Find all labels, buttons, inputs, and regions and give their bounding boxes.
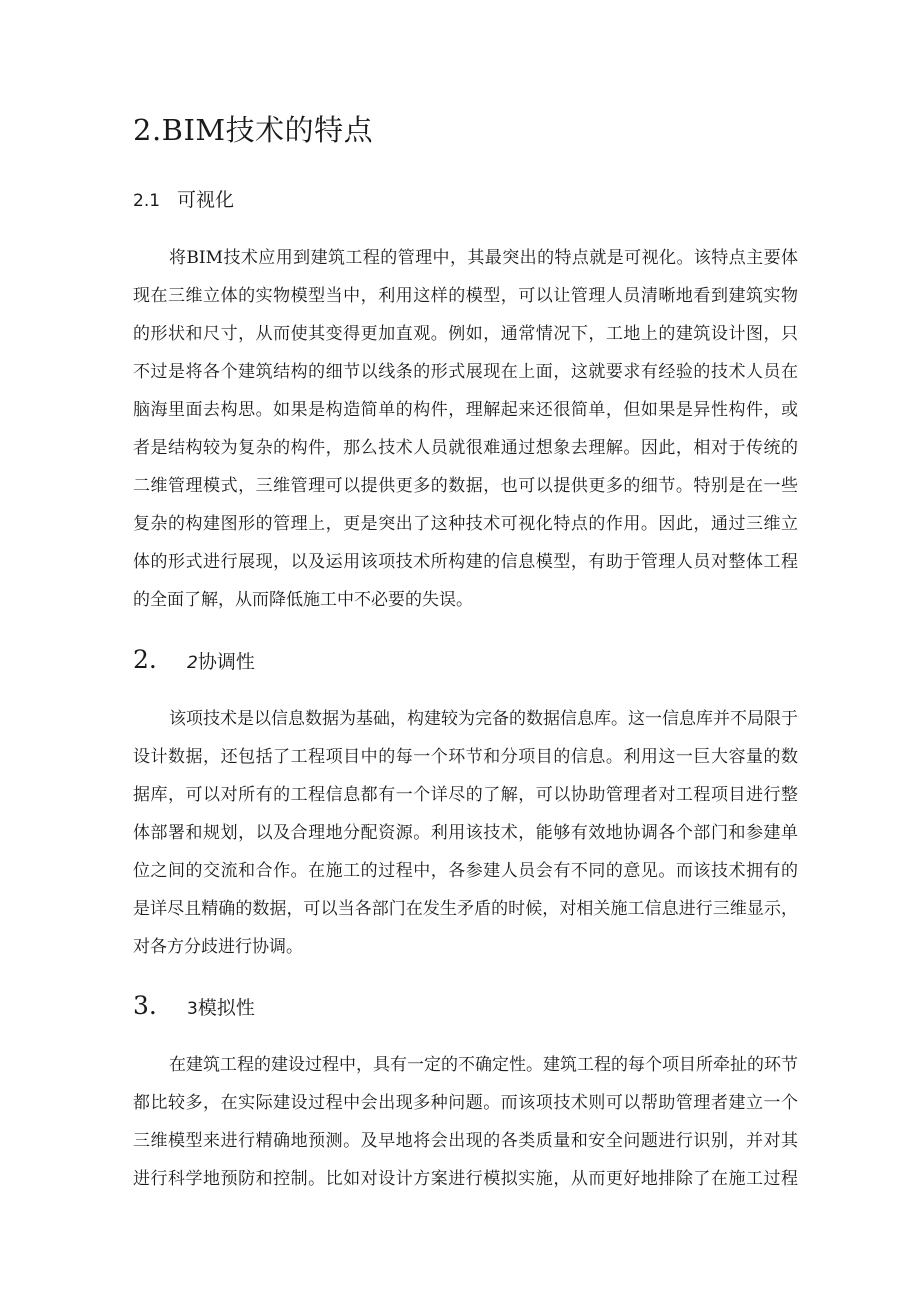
paragraph-line: 位之间的交流和合作。在施工的过程中，各参建人员会有不同的意见。而该技术拥有的 [133,861,798,881]
section-number: 2. [133,645,157,674]
section-heading-text: 模拟性 [197,997,255,1019]
section-heading-simulation [133,991,255,1020]
paragraph-line: 二维管理模式，三维管理可以提供更多的数据，也可以提供更多的细节。特别是在一些 [133,476,798,496]
section-heading-visualization [133,185,234,212]
paragraph-line: 在建筑工程的建设过程中，具有一定的不确定性。建筑工程的每个项目所牵扯的环节 [169,1055,798,1075]
section-number: 2.1 [133,191,161,211]
section-number: 3. [133,991,157,1020]
page-title: 2.BIM技术的特点 [133,113,374,147]
paragraph-coordination [133,700,798,966]
paragraph-line: 都比较多，在实际建设过程中会出现多种问题。而该项技术则可以帮助管理者建立一个 [133,1093,798,1113]
paragraph-line: 三维模型来进行精确地预测。及早地将会出现的各类质量和安全问题进行识别，并对其 [133,1131,798,1151]
section-heading-coordination [133,645,255,674]
paragraph-line: 进行科学地预防和控制。比如对设计方案进行模拟实施，从而更好地排除了在施工过程 [133,1169,798,1189]
paragraph-line: 的全面了解，从而降低施工中不必要的失误。 [133,590,473,610]
paragraph-line: 的形状和尺寸，从而使其变得更加直观。例如，通常情况下，工地上的建筑设计图，只 [133,324,798,344]
paragraph-line: 设计数据，还包括了工程项目中的每一个环节和分项目的信息。利用这一巨大容量的数 [133,747,798,767]
paragraph-line: 将BIM技术应用到建筑工程的管理中，其最突出的特点就是可视化。该特点主要体 [169,248,798,268]
paragraph-line: 据库，可以对所有的工程信息都有一个详尽的了解，可以协助管理者对工程项目进行整 [133,785,798,805]
paragraph-line: 复杂的构建图形的管理上，更是突出了这种技术可视化特点的作用。因此，通过三维立 [133,514,798,534]
paragraph-visualization [133,239,798,619]
paragraph-line: 现在三维立体的实物模型当中，利用这样的模型，可以让管理人员清晰地看到建筑实物 [133,286,798,306]
paragraph-line: 脑海里面去构思。如果是构造简单的构件，理解起来还很简单，但如果是异性构件，或 [133,400,798,420]
section-heading-text: 可视化 [177,189,235,211]
section-heading-text: 协调性 [197,651,255,673]
paragraph-line: 对各方分歧进行协调。 [133,937,303,957]
paragraph-line: 者是结构较为复杂的构件，那么技术人员就很难通过想象去理解。因此，相对于传统的 [133,438,798,458]
paragraph-line: 体的形式进行展现，以及运用该项技术所构建的信息模型，有助于管理人员对整体工程 [133,552,798,572]
paragraph-line: 该项技术是以信息数据为基础，构建较为完备的数据信息库。这一信息库并不局限于 [169,709,798,729]
paragraph-simulation [133,1046,798,1198]
paragraph-line: 是详尽且精确的数据，可以当各部门在发生矛盾的时候，对相关施工信息进行三维显示， [133,899,798,919]
paragraph-line: 不过是将各个建筑结构的细节以线条的形式展现在上面，这就要求有经验的技术人员在 [133,362,798,382]
paragraph-line: 体部署和规划，以及合理地分配资源。利用该技术，能够有效地协调各个部门和参建单 [133,823,798,843]
section-subnumber: 3 [187,999,198,1019]
section-subnumber: 2 [187,653,198,673]
